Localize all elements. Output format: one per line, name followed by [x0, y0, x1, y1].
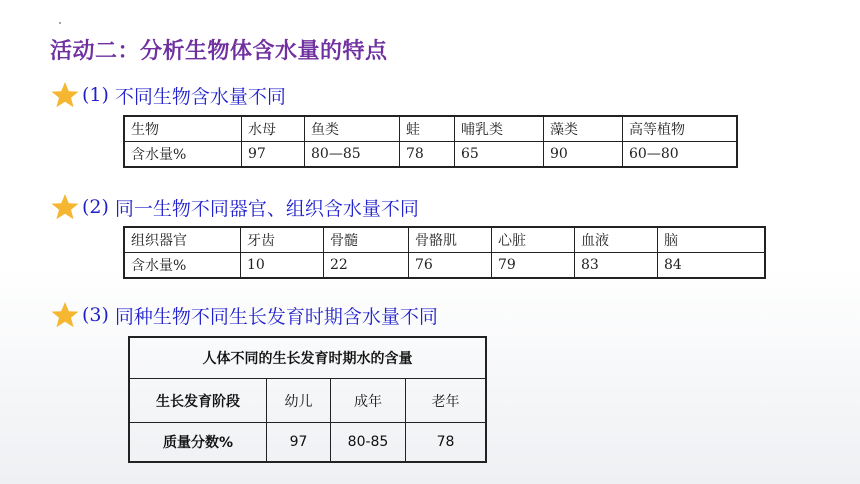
star-icon — [50, 300, 80, 330]
section-3-number: (3) — [82, 304, 109, 326]
table-cell: 生物 — [124, 116, 242, 142]
table-cell: 藻类 — [544, 116, 623, 142]
table-row — [129, 379, 486, 423]
section-2-text: 同一生物不同器官、组织含水量不同 — [114, 197, 419, 220]
section-2-number: (2) — [82, 196, 109, 218]
table-cell: 84 — [658, 253, 766, 279]
table-row — [124, 116, 737, 142]
table-row — [124, 142, 737, 168]
table-cell: 高等植物 — [623, 116, 738, 142]
table-row — [129, 337, 486, 379]
table-cell: 骨骼肌 — [409, 227, 492, 253]
table-cell: 哺乳类 — [455, 116, 544, 142]
section-1-heading — [50, 80, 286, 110]
table-cell: 79 — [492, 253, 575, 279]
star-icon — [50, 192, 80, 222]
table-cell: 83 — [575, 253, 658, 279]
table-cell: 含水量% — [124, 253, 241, 279]
table-cell: 80-85 — [331, 423, 406, 463]
table-cell: 脑 — [658, 227, 766, 253]
table-cell: 水母 — [242, 116, 305, 142]
table-cell: 97 — [242, 142, 305, 168]
table-cell: 生长发育阶段 — [129, 379, 267, 423]
table-caption: 人体不同的生长发育时期水的含量 — [129, 337, 486, 379]
table-cell: 幼儿 — [267, 379, 331, 423]
table-cell: 97 — [267, 423, 331, 463]
section-1-number: (1) — [82, 84, 109, 106]
table-cell: 80—85 — [305, 142, 400, 168]
section-2-heading — [50, 192, 419, 222]
table-cell: 76 — [409, 253, 492, 279]
table-row — [124, 253, 765, 279]
growth-stage-water-table — [128, 336, 487, 463]
table-cell: 含水量% — [124, 142, 242, 168]
table-cell: 蛙 — [400, 116, 455, 142]
star-icon — [50, 80, 80, 110]
table-cell: 90 — [544, 142, 623, 168]
table-cell: 78 — [400, 142, 455, 168]
section-1-text: 不同生物含水量不同 — [114, 85, 286, 108]
table-cell: 鱼类 — [305, 116, 400, 142]
table-row — [129, 423, 486, 463]
table-cell: 22 — [324, 253, 409, 279]
organism-water-table — [123, 115, 738, 168]
section-3-heading — [50, 300, 438, 330]
table-row — [124, 227, 765, 253]
section-3-text: 同种生物不同生长发育时期含水量不同 — [114, 305, 438, 328]
table-cell: 78 — [406, 423, 487, 463]
table-cell: 成年 — [331, 379, 406, 423]
decorative-dot — [59, 22, 61, 24]
table-cell: 质量分数% — [129, 423, 267, 463]
table-cell: 心脏 — [492, 227, 575, 253]
table-cell: 牙齿 — [241, 227, 324, 253]
table-cell: 老年 — [406, 379, 487, 423]
organ-water-table — [123, 226, 766, 279]
table-cell: 血液 — [575, 227, 658, 253]
table-cell: 组织器官 — [124, 227, 241, 253]
page-title: 活动二：分析生物体含水量的特点 — [50, 39, 388, 64]
table-cell: 10 — [241, 253, 324, 279]
table-cell: 60—80 — [623, 142, 738, 168]
table-cell: 65 — [455, 142, 544, 168]
table-cell: 骨髓 — [324, 227, 409, 253]
